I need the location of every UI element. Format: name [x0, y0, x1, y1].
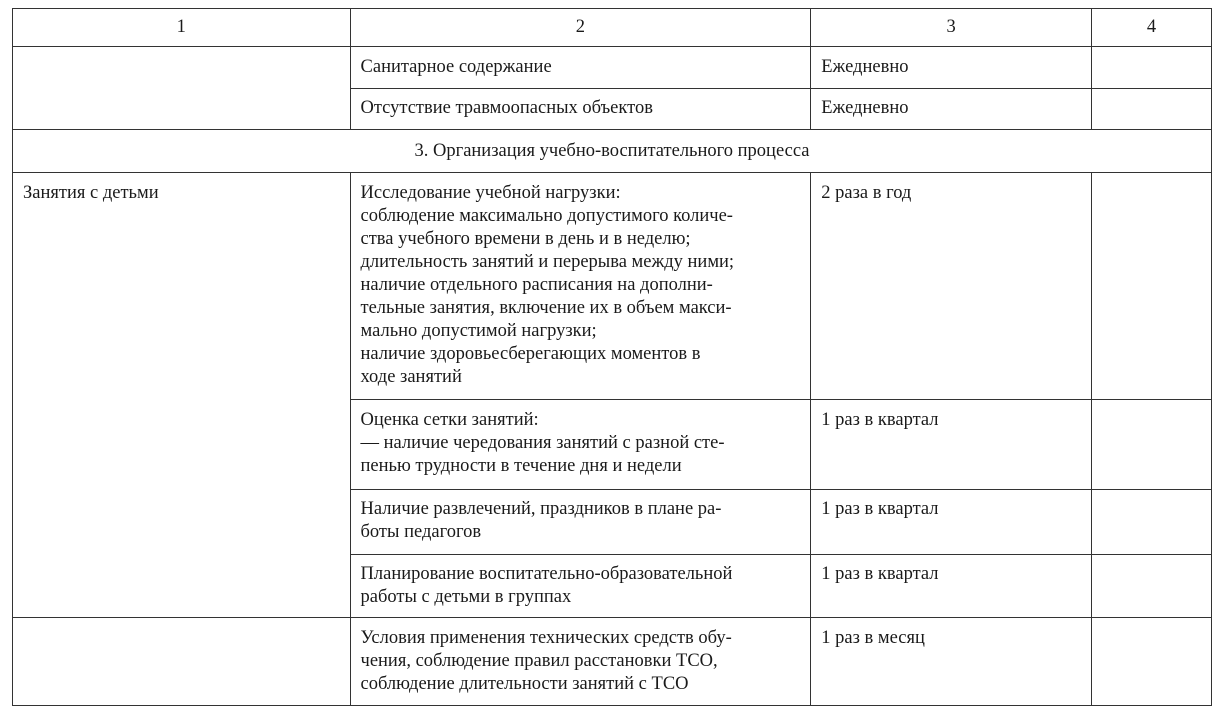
frequency-cell: 2 раза в год: [811, 173, 1092, 400]
frequency-cell: Ежедневно: [811, 47, 1092, 89]
item-line: Оценка сетки занятий:: [360, 410, 539, 430]
table-row: [13, 618, 1212, 706]
section-title: 3. Организация учебно-воспитательного процесса: [13, 130, 1212, 173]
item-line: Условия применения технических средств обу-: [360, 628, 732, 648]
item-line: длительность занятий и перерыва между ними;: [360, 252, 735, 272]
item-cell: [350, 173, 811, 400]
item-line: ходе занятий: [360, 367, 462, 387]
item-line: ства учебного времени в день и в неделю;: [360, 229, 691, 249]
frequency-cell: 1 раз в квартал: [811, 555, 1092, 618]
item-cell: Отсутствие травмоопасных объектов: [350, 89, 811, 130]
item-line: наличие отдельного расписания на дополни-: [360, 275, 713, 295]
item-cell: Санитарное содержание: [350, 47, 811, 89]
item-cell: [350, 400, 811, 490]
result-cell: [1091, 89, 1211, 130]
section-row: [13, 130, 1212, 173]
item-line: наличие здоровьесберегающих моментов в: [360, 344, 701, 364]
header-cell-4: 4: [1091, 9, 1211, 47]
item-line: работы с детьми в группах: [360, 587, 572, 607]
table-row: [13, 173, 1212, 400]
result-cell: [1091, 173, 1211, 400]
result-cell: [1091, 47, 1211, 89]
item-line: мально допустимой нагрузки;: [360, 321, 597, 341]
result-cell: [1091, 555, 1211, 618]
result-cell: [1091, 400, 1211, 490]
item-line: соблюдение длительности занятий с ТСО: [360, 674, 689, 694]
item-line: Наличие развлечений, праздников в плане ра-: [360, 499, 722, 519]
item-line: боты педагогов: [360, 522, 482, 542]
result-cell: [1091, 618, 1211, 706]
item-line: соблюдение максимально допустимого количе-: [360, 206, 733, 226]
item-line: чения, соблюдение правил расстановки ТСО,: [360, 651, 718, 671]
header-cell-2: 2: [350, 9, 811, 47]
item-line: Исследование учебной нагрузки:: [360, 183, 621, 203]
table-row: [13, 47, 1212, 89]
frequency-cell: 1 раз в месяц: [811, 618, 1092, 706]
header-row: [13, 9, 1212, 47]
frequency-cell: 1 раз в квартал: [811, 400, 1092, 490]
header-cell-3: 3: [811, 9, 1092, 47]
item-line: пенью трудности в течение дня и недели: [360, 456, 682, 476]
item-cell: [350, 490, 811, 555]
frequency-cell: 1 раз в квартал: [811, 490, 1092, 555]
empty-cell: [13, 618, 351, 706]
item-line: тельные занятия, включение их в объем макси-: [360, 298, 732, 318]
item-cell: [350, 618, 811, 706]
empty-cell: [13, 47, 351, 130]
frequency-cell: Ежедневно: [811, 89, 1092, 130]
header-cell-1: 1: [13, 9, 351, 47]
result-cell: [1091, 490, 1211, 555]
item-line: Планирование воспитательно-образовательной: [360, 564, 733, 584]
monitoring-table: [12, 8, 1212, 706]
item-cell: [350, 555, 811, 618]
item-line: — наличие чередования занятий с разной сте-: [360, 433, 725, 453]
group-label: Занятия с детьми: [13, 173, 351, 618]
